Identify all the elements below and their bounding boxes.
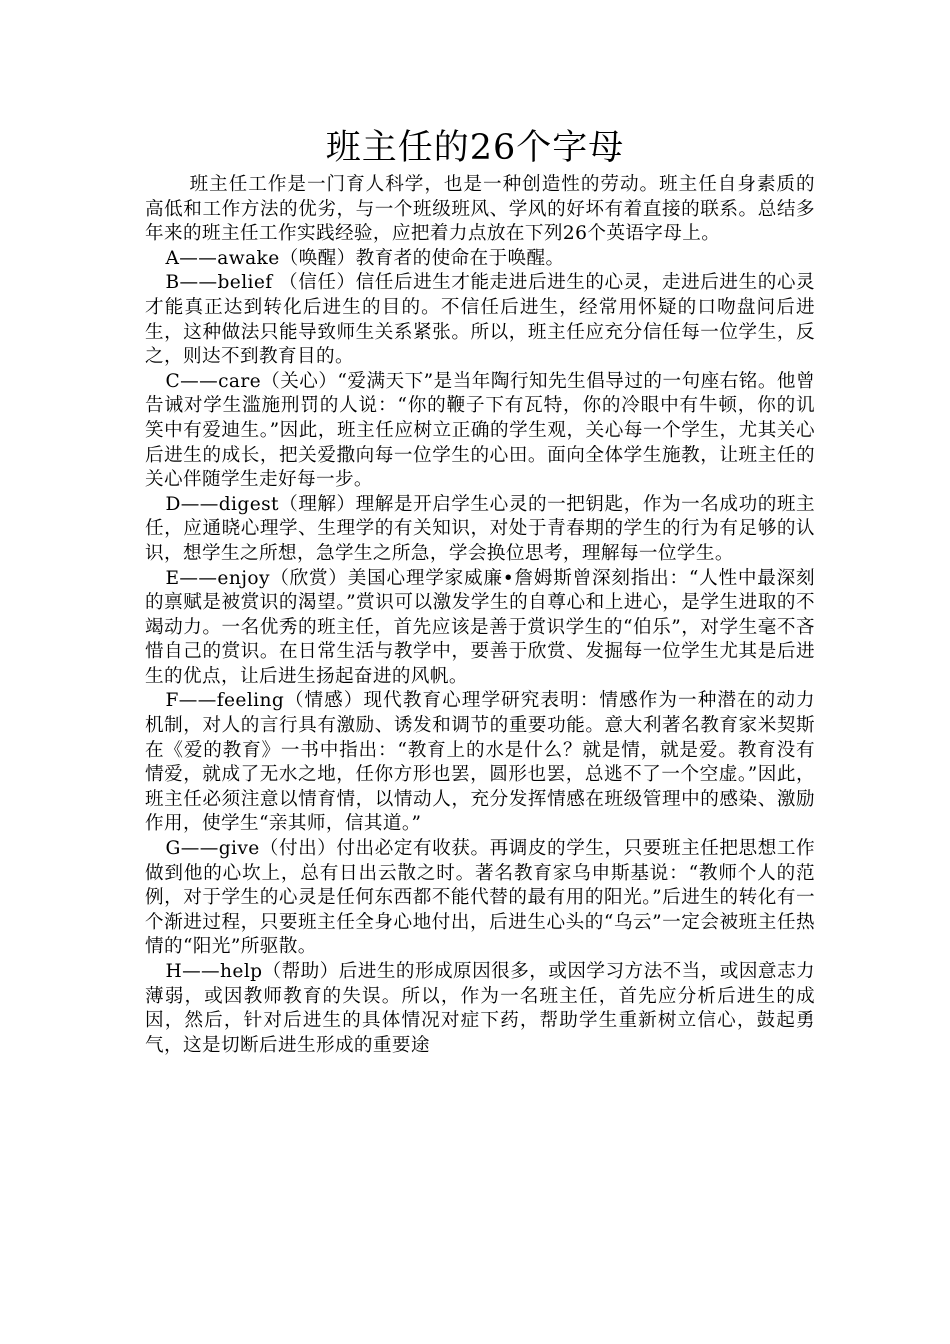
paragraph-f-feeling: F——feeling（情感）现代教育心理学研究表明：情感作为一种潜在的动力机制，对人的言行具有激励、诱发和调节的重要功能。意大利著名教育家米契斯在《爱的教育》一书中指出：“教育上的水是什么？就是情，就是爱。教育没有情爱，就成了无水之地，任你方形也罢，圆形也罢，总逃不了一个空虚。”因此，班主任必须注意以情育情，以情动人，充分发挥情感在班级管理中的感染、激励作用，使学生“亲其师，信其道。” — [145, 690, 815, 835]
intro-paragraph: 班主任工作是一门育人科学，也是一种创造性的劳动。班主任自身素质的高低和工作方法的优劣，与一个班级班风、学风的好坏有着直接的联系。总结多年来的班主任工作实践经验，应把着力点放在下列26个英语字母上。 — [145, 174, 815, 245]
paragraph-a-awake: A——awake（唤醒）教育者的使命在于唤醒。 — [165, 247, 565, 269]
paragraph-d-digest: D——digest（理解）理解是开启学生心灵的一把钥匙，作为一名成功的班主任，应通晓心理学、生理学的有关知识，对处于青春期的学生的行为有足够的认识，想学生之所想，急学生之所急，学会换位思考，理解每一位学生。 — [145, 493, 815, 564]
document-body — [145, 173, 815, 1058]
paragraph-e-enjoy: E——enjoy（欣赏）美国心理学家威廉•詹姆斯曾深刻指出：“人性中最深刻的禀赋是被赏识的渴望。”赏识可以激发学生的自尊心和上进心，是学生进取的不竭动力。一名优秀的班主任，首先应该是善于赏识学生的“伯乐”，对学生毫不吝惜自己的赏识。在日常生活与教学中，要善于欣赏、发掘每一位学生尤其是后进生的优点，让后进生扬起奋进的风帆。 — [145, 567, 815, 687]
paragraph-g-give: G——give（付出）付出必定有收获。再调皮的学生，只要班主任把思想工作做到他的心坎上，总有日出云散之时。著名教育家乌申斯基说：“教师个人的范例，对于学生的心灵是任何东西都不能代替的最有用的阳光。”后进生的转化有一个渐进过程，只要班主任全身心地付出，后进生心头的“乌云”一定会被班主任热情的“阳光”所驱散。 — [145, 838, 815, 958]
paragraph-b-belief: B——belief （信任）信任后进生才能走进后进生的心灵，走进后进生的心灵才能真正达到转化后进生的目的。不信任后进生，经常用怀疑的口吻盘问后进生，这种做法只能导致师生关系紧张。所以，班主任应充分信任每一位学生，反之，则达不到教育目的。 — [145, 272, 815, 368]
paragraph-c-care: C——care（关心）“爱满天下”是当年陶行知先生倡导过的一句座右铭。他曾告诫对学生滥施刑罚的人说：“你的鞭子下有瓦特，你的冷眼中有牛顿，你的讥笑中有爱迪生。”因此，班主任应树立正确的学生观，关心每一个学生，尤其关心后进生的成长，把关爱撒向每一位学生的心田。面向全体学生施教，让班主任的关心伴随学生走好每一步。 — [145, 370, 815, 491]
document-title: 班主任的26个字母 — [325, 128, 625, 168]
paragraph-h-help: H——help（帮助）后进生的形成原因很多，或因学习方法不当，或因意志力薄弱，或因教师教育的失误。所以，作为一名班主任，首先应分析后进生的成因，然后，针对后进生的具体情况对症下药，帮助学生重新树立信心，鼓起勇气，这是切断后进生形成的重要途 — [145, 961, 815, 1056]
